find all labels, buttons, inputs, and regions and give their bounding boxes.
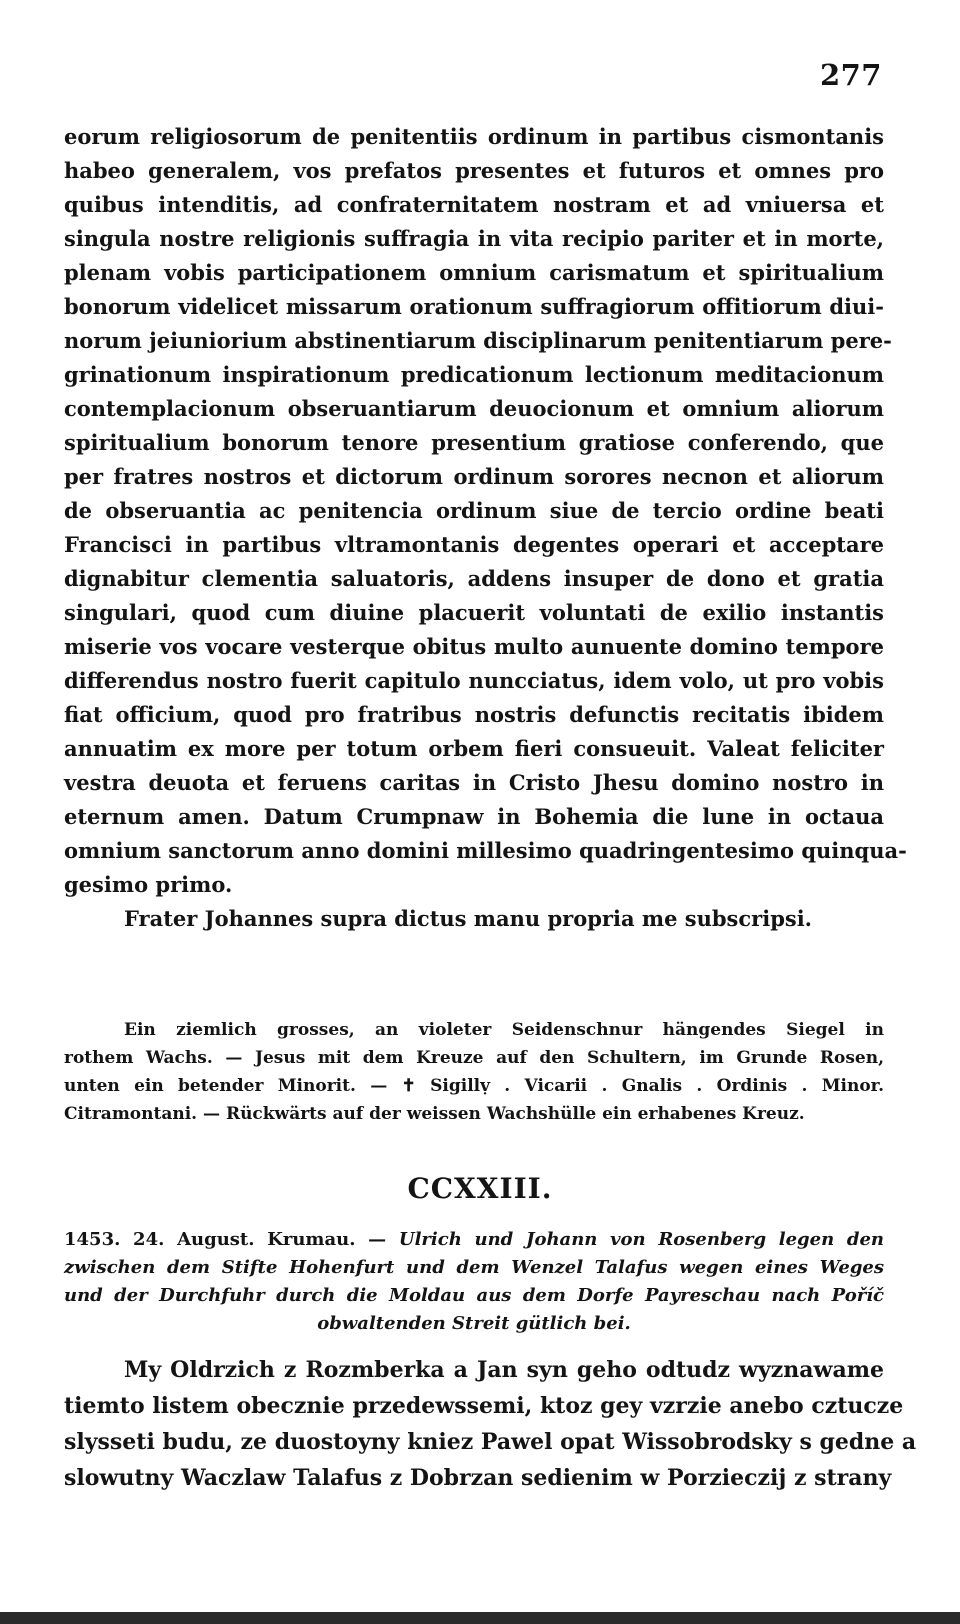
text-line: plenam vobis participationem omnium carismatum et spiritualium: [64, 260, 884, 285]
text-line: grinationum inspirationum predicationum lectionum meditacionum: [64, 362, 884, 387]
scan-bottom-edge: [0, 1612, 960, 1624]
seal-line: Ein ziemlich grosses, an violeter Seidenschnur hängendes Siegel in: [124, 1020, 884, 1040]
regest-line-text: Ulrich und Johann von Rosenberg legen den: [398, 1229, 885, 1250]
text-line: contemplacionum obseruantiarum deuocionum et omnium aliorum: [64, 396, 884, 421]
regest-summary: [64, 1226, 884, 1338]
text-line: vestra deuota et feruens caritas in Cristo Jhesu domino nostro in: [64, 770, 884, 795]
text-line: My Oldrzich z Rozmberka a Jan syn geho odtudz wyznawame: [124, 1357, 884, 1383]
czech-text-block: [64, 1352, 917, 1496]
text-line: singulari, quod cum diuine placuerit voluntati de exilio instantis: [64, 600, 884, 625]
text-line: spiritualium bonorum tenore presentium gratiose conferendo, que: [64, 430, 884, 455]
page-number: 277: [819, 58, 882, 92]
text-line: omnium sanctorum anno domini millesimo quadringentesimo quinqua-: [64, 838, 907, 863]
text-line: gesimo primo.: [64, 872, 233, 897]
regest-line: zwischen dem Stifte Hohenfurt und dem Wenzel Talafus wegen eines Weges: [64, 1257, 884, 1278]
subscription-line: Frater Johannes supra dictus manu propria me subscripsi.: [124, 906, 812, 931]
text-line: fiat officium, quod pro fratribus nostris defunctis recitatis ibidem: [64, 702, 884, 727]
document-number-heading: CCXXIII.: [407, 1172, 553, 1205]
text-line: miserie vos vocare vesterque obitus multo aunuente domino tempore: [64, 634, 884, 659]
text-line: eorum religiosorum de penitentiis ordinum in partibus cismontanis: [64, 124, 884, 149]
text-line: quibus intenditis, ad confraternitatem nostram et ad vniuersa et: [64, 192, 884, 217]
text-line: tiemto listem obecznie przedewssemi, ktoz gey vzrzie anebo cztucze: [64, 1393, 904, 1419]
regest-line: [64, 1226, 884, 1254]
text-line: slysseti budu, ze duostoyny kniez Pawel opat Wissobrodsky s gedne a: [64, 1429, 917, 1455]
main-text-block: [64, 120, 907, 936]
text-line: singula nostre religionis suffragia in vita recipio pariter et in morte,: [64, 226, 884, 251]
text-line: per fratres nostros et dictorum ordinum sorores necnon et aliorum: [64, 464, 884, 489]
text-line: slowutny Waczlaw Talafus z Dobrzan sedienim w Porzieczij z strany: [64, 1465, 892, 1491]
regest-line: obwaltenden Streit gütlich bei.: [317, 1313, 631, 1334]
text-line: dignabitur clementia saluatoris, addens insuper de dono et gratia: [64, 566, 884, 591]
text-line: eternum amen. Datum Crumpnaw in Bohemia die lune in octaua: [64, 804, 884, 829]
text-line: de obseruantia ac penitencia ordinum siue de tercio ordine beati: [64, 498, 884, 523]
text-line: annuatim ex more per totum orbem fieri consueuit. Valeat feliciter: [64, 736, 884, 761]
text-line: bonorum videlicet missarum orationum suffragiorum offitiorum diui-: [64, 294, 884, 319]
seal-description: [64, 1016, 884, 1128]
seal-line: rothem Wachs. — Jesus mit dem Kreuze auf den Schultern, im Grunde Rosen,: [64, 1048, 884, 1068]
text-line: differendus nostro fuerit capitulo nuncciatus, idem volo, ut pro vobis: [64, 668, 884, 693]
text-line: habeo generalem, vos prefatos presentes et futuros et omnes pro: [64, 158, 884, 183]
seal-line: Citramontani. — Rückwärts auf der weissen Wachshülle ein erhabenes Kreuz.: [64, 1104, 805, 1124]
text-line: Francisci in partibus vltramontanis degentes operari et acceptare: [64, 532, 884, 557]
text-line: norum jeiuniorium abstinentiarum disciplinarum penitentiarum pere-: [64, 328, 892, 353]
seal-line: unten ein betender Minorit. — ✝ Sigillṿ . Vicarii . Gnalis . Ordinis . Minor.: [64, 1076, 884, 1096]
regest-date-place: 1453. 24. August. Krumau. —: [64, 1229, 387, 1250]
regest-line: und der Durchfuhr durch die Moldau aus dem Dorfe Payreschau nach Poříč: [64, 1285, 884, 1306]
